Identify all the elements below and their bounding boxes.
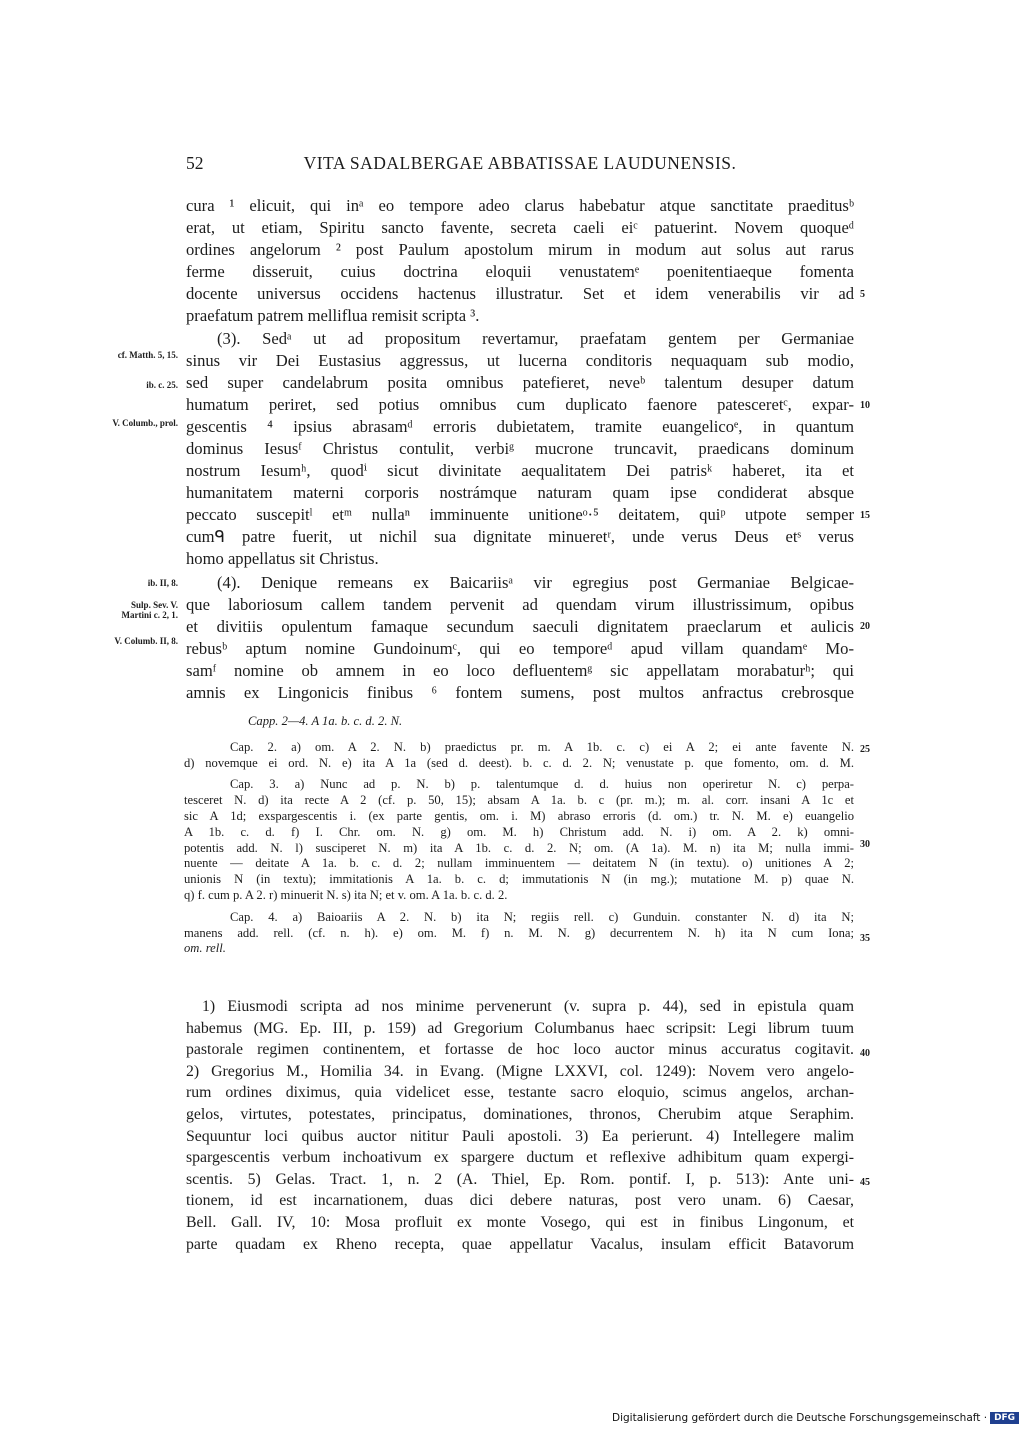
- main-line: (3). Sedᵃ ut ad propositum revertamur, praefatam gentem per Germaniae: [217, 329, 854, 348]
- line-number: 15: [860, 510, 870, 521]
- footnote-line: Sequuntur loci quibus auctor nititur Pauli apostoli. 3) Ea perierunt. 4) Intellegere malim: [186, 1127, 854, 1145]
- margin-note: ib. c. 25.: [146, 380, 178, 390]
- apparatus-line: sic A 1d; exspargescentis i. (ex parte gentis, om. i. M) abraso erroris (d. om.) tr. N. M. e) euangelio: [184, 808, 854, 823]
- apparatus-line: q) f. cum p. A 2. r) minuerit N. s) ita N; et v. om. A 1a. b. c. d. 2.: [184, 887, 508, 902]
- running-header: [186, 153, 854, 181]
- page-number: 52: [186, 153, 204, 173]
- running-title: VITA SADALBERGAE ABBATISSAE LAUDUNENSIS.: [303, 153, 737, 173]
- main-line: praefatum patrem melliflua remisit scripta ³.: [186, 306, 480, 325]
- margin-note: V. Columb., prol.: [112, 418, 178, 428]
- main-line: erat, ut etiam, Spiritu sancto favente, secreta caeli eiᶜ patuerint. Novem quoqueᵈ: [186, 218, 854, 237]
- line-number: 25: [860, 744, 870, 755]
- line-number: 35: [860, 933, 870, 944]
- main-line: (4). Denique remeans ex Baicariisᵃ vir egregius post Germaniae Belgicae-: [217, 573, 854, 592]
- apparatus-line: nuente — deitate A 1a. b. c. d. 2; nullam imminuentem — deitatem N (in textu). o) unitiones A 2;: [184, 856, 854, 871]
- margin-note: ib. II, 8.: [147, 578, 178, 588]
- credit-text: Digitalisierung gefördert durch die Deutsche Forschungsgemeinschaft ·: [612, 1412, 988, 1424]
- main-line: que laboriosum callem tandem pervenit ad quendam virum illustrissimum, opibus: [186, 595, 854, 614]
- main-line: gescentis ⁴ ipsius abrasamᵈ erroris dubietatem, tramite euangelicoᵉ, in quantum: [186, 417, 854, 436]
- footnote-line: rum ordines diximus, quia videlicet esse, testante sacro eloquio, scimus angelos, archan-: [186, 1084, 854, 1102]
- line-number: 30: [860, 839, 870, 850]
- apparatus-line: potentis add. N. l) susciperet N. m) ita A 1b. c. d. 2. N; om. (A 1a). M. n) ita M; nulla immi-: [184, 840, 854, 855]
- main-line: dominus Iesusᶠ Christus contulit, verbiᵍ mucrone truncavit, praedicans dominum: [186, 439, 854, 458]
- footnote-line: spargescentis verbum inchoativum ex spargere ductum et reflexive adhibitum quam expergi-: [186, 1149, 854, 1167]
- main-line: amnis ex Lingonicis finibus ⁶ fontem sumens, post multos anfractus crebrosque: [186, 683, 854, 702]
- main-line: et divitiis opulentum famaque secundum saeculi dignitatem praeclarum et aulicis: [186, 617, 854, 636]
- footnote-line: gelos, virtutes, potestates, principatus, dominationes, thronos, Cherubim atque Seraphim.: [186, 1105, 854, 1123]
- main-line: peccato suscepitˡ etᵐ nullaⁿ imminuente unitioneᵒ·⁵ deitatem, quiᵖ utpote semper: [186, 505, 854, 524]
- footnote-line: tionem, id est incarnationem, duas dici debere naturas, post vero unam. 6) Caesar,: [186, 1192, 854, 1210]
- main-line: humanitatem materni corporis nostrámque naturam quam ipse condiderat absque: [186, 483, 854, 502]
- footnote-line: Bell. Gall. IV, 10: Mosa profluit ex monte Vosego, qui est in finibus Lingonum, et: [186, 1213, 854, 1231]
- line-number: 5: [860, 289, 865, 300]
- apparatus-line: tesceret N. d) ita recte A 2 (cf. p. 50, 15); absam A 1a. b. c (pr. m.); m. al. corr. insani A 1c et: [184, 793, 854, 808]
- line-number: 10: [860, 400, 870, 411]
- main-line: ordines angelorum ² post Paulum apostolum mirum in modum aut solus aut rarus: [186, 240, 854, 259]
- main-line: ferme disseruit, cuius doctrina eloquii venustatemᵉ poenitentiaeque fomenta: [186, 262, 854, 281]
- footnote-line: habemus (MG. Ep. III, p. 159) ad Gregorium Columbanus haec scripsit: Legi librum tuum: [186, 1019, 854, 1037]
- main-line: humatum periret, sed potius omnibus cum duplicato faenore patesceretᶜ, expar-: [186, 395, 854, 414]
- footnote-line: parte quadam ex Rheno recepta, quae appellatur Vacalus, insulam efficit Batavorum: [186, 1235, 854, 1253]
- footnote-line: pastorale regimen continentem, et fortasse de hoc loco auctor minus accuratus cogitavit.: [186, 1041, 854, 1059]
- main-line: cura ¹ elicuit, qui inᵃ eo tempore adeo clarus habebatur atque sanctitate praeditusᵇ: [186, 196, 854, 215]
- margin-note: Sulp. Sev. V. Martini c. 2, 1.: [121, 600, 178, 620]
- main-line: cumᑫ patre fuerit, ut nichil sua dignitate minueretʳ, unde verus Deus etˢ verus: [186, 527, 854, 546]
- main-line: samᶠ nomine ob amnem in eo loco defluentemᵍ sic appellatam morabaturʰ; qui: [186, 661, 854, 680]
- margin-note: cf. Matth. 5, 15.: [117, 350, 178, 360]
- main-line: sinus vir Dei Eustasius aggressus, ut lucerna conditoris nequaquam sub modio,: [186, 351, 854, 370]
- critical-apparatus: [184, 714, 854, 957]
- digitization-credit: [612, 1412, 1019, 1424]
- footnote-line: scentis. 5) Gelas. Tract. 1, n. 2 (A. Thiel, Ep. Rom. pontif. I, p. 513): Ante uni-: [186, 1170, 854, 1188]
- main-line: rebusᵇ aptum nomine Gundoinumᶜ, qui eo temporeᵈ apud villam quandamᵉ Mo-: [186, 639, 854, 658]
- main-line: sed super candelabrum posita omnibus patefieret, neveᵇ talentum desuper datum: [186, 373, 854, 392]
- apparatus-line: manens add. rell. (cf. n. h). e) om. M. f) n. M. N. g) decurrentem N. h) ita N cum Iona;: [184, 925, 854, 940]
- apparatus-line: Capp. 2—4. A 1a. b. c. d. 2. N.: [248, 714, 403, 728]
- footnotes: [186, 996, 854, 1255]
- line-number: 40: [860, 1048, 870, 1059]
- main-line: homo appellatus sit Christus.: [186, 549, 379, 568]
- line-number: 20: [860, 621, 870, 632]
- apparatus-line: A 1b. c. d. f) I. Chr. om. N. g) om. M. h) Christum add. N. i) om. A 2. k) omni-: [184, 824, 854, 839]
- footnote-line: 1) Eiusmodi scripta ad nos minime pervenerunt (v. supra p. 44), sed in epistula quam: [202, 998, 854, 1015]
- main-line: nostrum Iesumʰ, quodⁱ sicut divinitate aequalitatem Dei patrisᵏ haberet, ita et: [186, 461, 854, 480]
- apparatus-line: Cap. 3. a) Nunc ad p. N. b) p. talentumque d. d. huius non operiretur N. c) perpa-: [230, 777, 854, 792]
- apparatus-line: unionis N (in textu); immitationis A 1a. b. c. d; immutationis N (in mg.); mutatione M. p) quae N.: [184, 872, 854, 887]
- dfg-logo: DFG: [990, 1412, 1019, 1424]
- apparatus-line: d) novemque ei ord. N. e) ita A 1a (sed d. deest). b. c. d. 2. N; venustate p. que fomento, om. d. M.: [184, 755, 854, 770]
- apparatus-line: Cap. 2. a) om. A 2. N. b) praedictus pr. m. A 1b. c. c) ei A 2; ei ante favente N.: [230, 739, 854, 754]
- main-line: docente universus occidens hactenus illustratur. Set et idem venerabilis vir ad: [186, 284, 854, 303]
- line-number: 45: [860, 1177, 870, 1188]
- margin-note: V. Columb. II, 8.: [114, 636, 178, 646]
- apparatus-line: om. rell.: [184, 941, 226, 956]
- footnote-line: 2) Gregorius M., Homilia 34. in Evang. (Migne LXXVI, col. 1249): Novem vero angelo-: [186, 1062, 854, 1080]
- apparatus-line: Cap. 4. a) Baioariis A 2. N. b) ita N; regiis rell. c) Gunduin. constanter N. d) ita N;: [230, 909, 854, 924]
